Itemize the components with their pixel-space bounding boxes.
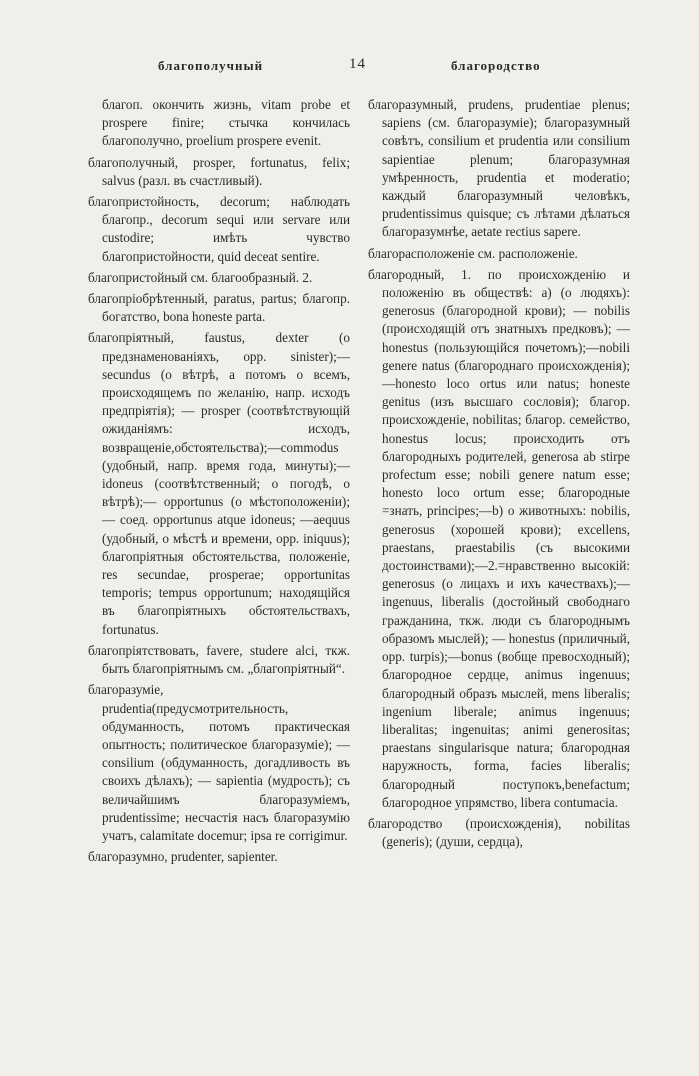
dictionary-entry: благопріятный, faustus, dexter (о предзнаменованіяхъ, opp. sinister);—secundus (о вѣтрѣ, а потомъ о всемъ, происходящемъ по желанію, напр. исходъ предпріятія); — prosper (соотвѣтствующій ожиданіямъ: исходъ, возвращеніе,обстоятельства);—commodus (удобный, напр. время года, минуты);—idoneus (соотвѣтственный; о погодѣ, о вѣтрѣ);— opportunus (о мѣстоположеніи); — соед. opportunus atque idoneus; —aequus (удобный, о мѣстѣ и времени, opp. iniquus); благопріятныя обстоятельства, положеніе, res secundae, prosperae; opportunitas temporis; tempus opportunum; находящійся въ благопріятныхъ обстоятельствахъ, fortunatus. [88,330,350,637]
header-left-guide-word: благополучный [158,58,264,73]
dictionary-entry: благоразумный, prudens, prudentiae plenus; sapiens (см. благоразуміе); благоразумный совѣтъ, consilium et prudentia или consilium sapientiae plenum; благоразумная умѣренность, prudentia et moderatio; каждый благоразумный человѣкъ, prudentissimus quisque; съ лѣтами дѣлаться благоразумнѣе, aetate rectius sapere. [368,97,630,240]
running-header [0,58,699,86]
dictionary-entry: благопристойность, decorum; наблюдать благопр., decorum sequi или servare или custodire; имѣть чувство благопристойности, quid deceat sentire. [88,194,350,264]
right-column [368,96,630,854]
dictionary-entry: благоразуміе, prudentia(предусмотрительность, обдуманность, потомъ практическая опытность; политическое благоразуміе); — consilium (обдуманность, догадливость въ своихъ дѣлахъ); — sapientia (мудрость); съ величайшимъ благоразуміемъ, prudentissime; несчастія насъ благоразумію учатъ, calamitate docemur; ipsa re corrigimur. [88,682,350,843]
dictionary-entry: благополучный, prosper, fortunatus, felix; salvus (разл. въ счастливый). [88,154,350,188]
header-right-guide-word: благородство [451,58,541,73]
page-number: 14 [349,56,366,72]
dictionary-entry: благородный, 1. по происхожденію и положенію въ обществѣ: а) (о людяхъ): generosus (благородной крови); — nobilis (происходящій отъ знатныхъ предковъ); —honestus (пользующійся почетомъ);—nobili genere natus (благороднаго происхожденія);—honesto loco ortus или natus; honeste genitus (изъ высшаго сословія); благор. происхожденіе, nobilitas; благор. семейство, honestus locus; происходить отъ благородныхъ родителей, generosa ab stirpe profectum esse; nobili genere natum esse; honesto loco ortum esse; благородные =знать, principes;—b) о животныхъ: nobilis, generosus (хорошей крови); excellens, praestans, praestabilis (съ высокими достоинствами);—2.=нравственно высокій: generosus (о лицахъ и ихъ качествахъ);—ingenuus, liberalis (достойный свободнаго гражданина, ткж. люди съ благороднымъ образомъ мыслей); — honestus (приличный, opp. turpis);—bonus (вобще превосходный); благородное сердце, animus ingenuus; благородный образъ мыслей, mens liberalis; ingenium liberale; animus ingenuus; liberalitas; ingenuitas; animi generositas; praestans singularisque natura; благородная наружность, forma, facies liberalis; благородный поступокъ,benefactum; благородное упрямство, libera contumacia. [368,266,630,810]
dictionary-entry: благоп. окончить жизнь, vitam probe et prospere finire; стычка кончилась благополучно, proelium prospere evenit. [102,97,350,149]
dictionary-entry: благопристойный см. благообразный. 2. [88,269,313,285]
dictionary-entry: благорасположеніе см. расположеніе. [368,245,578,261]
dictionary-entry: благородство (происхожденія), nobilitas (generis); (души, сердца), [368,815,630,850]
dictionary-entry: благопріобрѣтенный, paratus, partus; благопр. богатство, bona honeste parta. [88,291,350,325]
dictionary-entry: благоразумно, prudenter, sapienter. [88,849,278,865]
left-column [88,96,350,869]
dictionary-entry: благопріятствовать, favere, studere alci, ткж. быть благопріятнымъ см. „благопріятный“. [88,642,350,677]
